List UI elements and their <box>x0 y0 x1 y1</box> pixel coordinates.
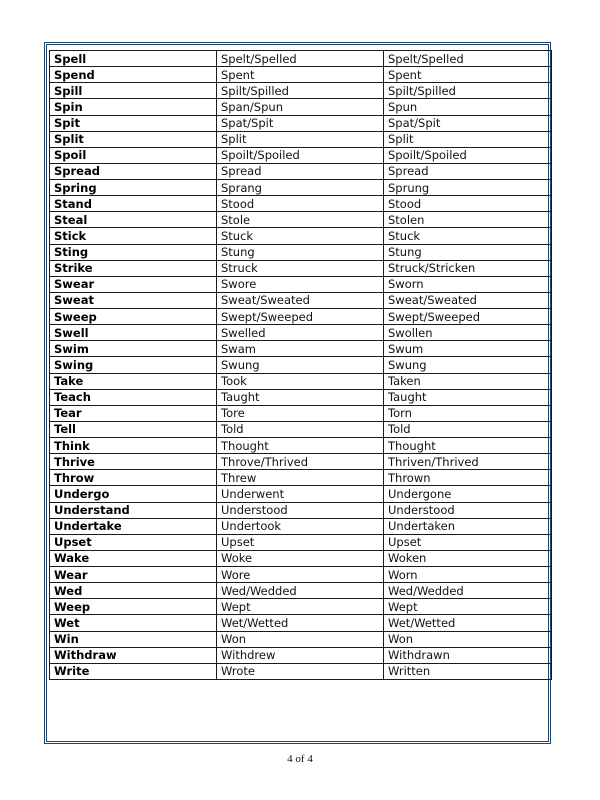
verb-base-form: Spit <box>50 115 217 131</box>
table-row <box>50 599 552 615</box>
table-row <box>50 454 552 470</box>
table-row <box>50 180 552 196</box>
table-row <box>50 99 552 115</box>
verb-past-participle: Wet/Wetted <box>384 615 552 631</box>
verb-past-participle: Sprung <box>384 180 552 196</box>
verb-past-participle: Swept/Sweeped <box>384 309 552 325</box>
verb-past-participle: Spun <box>384 99 552 115</box>
verb-base-form: Undertake <box>50 518 217 534</box>
verb-past-simple: Spent <box>217 67 384 83</box>
irregular-verbs-table <box>49 50 552 680</box>
verb-past-simple: Told <box>217 421 384 437</box>
verb-past-participle: Worn <box>384 567 552 583</box>
verb-past-simple: Underwent <box>217 486 384 502</box>
table-row <box>50 567 552 583</box>
verb-base-form: Wear <box>50 567 217 583</box>
verb-base-form: Thrive <box>50 454 217 470</box>
table-row <box>50 163 552 179</box>
table-row <box>50 486 552 502</box>
table-row <box>50 341 552 357</box>
verb-base-form: Spin <box>50 99 217 115</box>
verb-base-form: Throw <box>50 470 217 486</box>
verb-past-participle: Understood <box>384 502 552 518</box>
table-row <box>50 421 552 437</box>
verb-base-form: Swear <box>50 276 217 292</box>
table-row <box>50 228 552 244</box>
table-row <box>50 373 552 389</box>
verb-past-participle: Spelt/Spelled <box>384 51 552 67</box>
verb-past-simple: Upset <box>217 534 384 550</box>
verb-past-participle: Thrown <box>384 470 552 486</box>
verb-past-participle: Told <box>384 421 552 437</box>
verb-past-participle: Swum <box>384 341 552 357</box>
verb-past-participle: Torn <box>384 405 552 421</box>
verb-past-participle: Struck/Stricken <box>384 260 552 276</box>
table-row <box>50 438 552 454</box>
verb-past-simple: Span/Spun <box>217 99 384 115</box>
verb-past-participle: Stood <box>384 196 552 212</box>
verb-past-simple: Spoilt/Spoiled <box>217 147 384 163</box>
table-row <box>50 196 552 212</box>
verb-past-simple: Throve/Thrived <box>217 454 384 470</box>
table-row <box>50 647 552 663</box>
verb-base-form: Sweep <box>50 309 217 325</box>
verb-base-form: Undergo <box>50 486 217 502</box>
table-row <box>50 615 552 631</box>
verb-base-form: Stand <box>50 196 217 212</box>
verb-past-participle: Stung <box>384 244 552 260</box>
verb-past-participle: Spread <box>384 163 552 179</box>
table-row <box>50 212 552 228</box>
verb-past-participle: Undergone <box>384 486 552 502</box>
table-row <box>50 550 552 566</box>
verb-past-simple: Stood <box>217 196 384 212</box>
verb-past-participle: Thriven/Thrived <box>384 454 552 470</box>
verb-past-participle: Withdrawn <box>384 647 552 663</box>
verb-base-form: Wed <box>50 583 217 599</box>
table-row <box>50 115 552 131</box>
verb-past-simple: Wed/Wedded <box>217 583 384 599</box>
table-row <box>50 357 552 373</box>
verb-past-participle: Stuck <box>384 228 552 244</box>
verb-past-participle: Taught <box>384 389 552 405</box>
verb-past-participle: Spilt/Spilled <box>384 83 552 99</box>
verb-past-simple: Stole <box>217 212 384 228</box>
table-row <box>50 147 552 163</box>
table-row <box>50 470 552 486</box>
verb-base-form: Wet <box>50 615 217 631</box>
table-row <box>50 309 552 325</box>
verb-past-simple: Understood <box>217 502 384 518</box>
verb-past-participle: Swollen <box>384 325 552 341</box>
table-row <box>50 502 552 518</box>
verb-past-simple: Swept/Sweeped <box>217 309 384 325</box>
verb-past-participle: Wept <box>384 599 552 615</box>
table-row <box>50 405 552 421</box>
verb-base-form: Tear <box>50 405 217 421</box>
verb-past-participle: Thought <box>384 438 552 454</box>
table-row <box>50 325 552 341</box>
verb-base-form: Spread <box>50 163 217 179</box>
verb-past-simple: Stuck <box>217 228 384 244</box>
verb-past-simple: Struck <box>217 260 384 276</box>
verb-base-form: Withdraw <box>50 647 217 663</box>
table-row <box>50 534 552 550</box>
verb-past-simple: Undertook <box>217 518 384 534</box>
verb-past-participle: Woken <box>384 550 552 566</box>
verb-base-form: Swim <box>50 341 217 357</box>
verb-base-form: Split <box>50 131 217 147</box>
verb-past-simple: Spat/Spit <box>217 115 384 131</box>
verb-table-body <box>50 51 552 680</box>
verb-past-participle: Sweat/Sweated <box>384 292 552 308</box>
table-row <box>50 51 552 67</box>
table-row <box>50 83 552 99</box>
table-row <box>50 276 552 292</box>
verb-past-simple: Swung <box>217 357 384 373</box>
verb-base-form: Sweat <box>50 292 217 308</box>
verb-base-form: Swell <box>50 325 217 341</box>
verb-base-form: Write <box>50 663 217 679</box>
verb-base-form: Strike <box>50 260 217 276</box>
verb-past-participle: Undertaken <box>384 518 552 534</box>
verb-past-participle: Taken <box>384 373 552 389</box>
verb-past-simple: Won <box>217 631 384 647</box>
table-row <box>50 244 552 260</box>
verb-base-form: Think <box>50 438 217 454</box>
verb-base-form: Teach <box>50 389 217 405</box>
table-row <box>50 518 552 534</box>
table-row <box>50 663 552 679</box>
verb-past-simple: Tore <box>217 405 384 421</box>
verb-past-simple: Sweat/Sweated <box>217 292 384 308</box>
verb-past-simple: Taught <box>217 389 384 405</box>
verb-base-form: Spend <box>50 67 217 83</box>
verb-base-form: Spill <box>50 83 217 99</box>
verb-past-simple: Wept <box>217 599 384 615</box>
verb-past-simple: Spread <box>217 163 384 179</box>
verb-past-simple: Swam <box>217 341 384 357</box>
verb-past-participle: Stolen <box>384 212 552 228</box>
table-row <box>50 631 552 647</box>
verb-base-form: Sting <box>50 244 217 260</box>
verb-past-participle: Spoilt/Spoiled <box>384 147 552 163</box>
verb-past-participle: Written <box>384 663 552 679</box>
verb-past-participle: Swung <box>384 357 552 373</box>
verb-past-participle: Split <box>384 131 552 147</box>
table-row <box>50 292 552 308</box>
page-number: 4 of 4 <box>287 753 313 765</box>
verb-past-participle: Upset <box>384 534 552 550</box>
verb-past-simple: Wrote <box>217 663 384 679</box>
verb-base-form: Spell <box>50 51 217 67</box>
verb-base-form: Win <box>50 631 217 647</box>
verb-base-form: Take <box>50 373 217 389</box>
table-row <box>50 260 552 276</box>
verb-base-form: Swing <box>50 357 217 373</box>
verb-past-simple: Spelt/Spelled <box>217 51 384 67</box>
verb-past-simple: Threw <box>217 470 384 486</box>
verb-base-form: Understand <box>50 502 217 518</box>
table-row <box>50 583 552 599</box>
table-row <box>50 67 552 83</box>
verb-base-form: Wake <box>50 550 217 566</box>
verb-past-simple: Wet/Wetted <box>217 615 384 631</box>
verb-past-simple: Sprang <box>217 180 384 196</box>
verb-past-simple: Swore <box>217 276 384 292</box>
verb-past-simple: Withdrew <box>217 647 384 663</box>
verb-base-form: Weep <box>50 599 217 615</box>
verb-base-form: Stick <box>50 228 217 244</box>
verb-past-participle: Won <box>384 631 552 647</box>
verb-base-form: Spoil <box>50 147 217 163</box>
verb-past-simple: Stung <box>217 244 384 260</box>
table-row <box>50 131 552 147</box>
verb-past-participle: Wed/Wedded <box>384 583 552 599</box>
verb-past-simple: Thought <box>217 438 384 454</box>
verb-base-form: Tell <box>50 421 217 437</box>
verb-past-participle: Spat/Spit <box>384 115 552 131</box>
verb-past-simple: Took <box>217 373 384 389</box>
verb-past-simple: Split <box>217 131 384 147</box>
verb-past-simple: Woke <box>217 550 384 566</box>
verb-base-form: Upset <box>50 534 217 550</box>
verb-base-form: Spring <box>50 180 217 196</box>
verb-base-form: Steal <box>50 212 217 228</box>
verb-past-participle: Sworn <box>384 276 552 292</box>
table-row <box>50 389 552 405</box>
verb-past-simple: Swelled <box>217 325 384 341</box>
verb-past-participle: Spent <box>384 67 552 83</box>
verb-past-simple: Spilt/Spilled <box>217 83 384 99</box>
verb-past-simple: Wore <box>217 567 384 583</box>
